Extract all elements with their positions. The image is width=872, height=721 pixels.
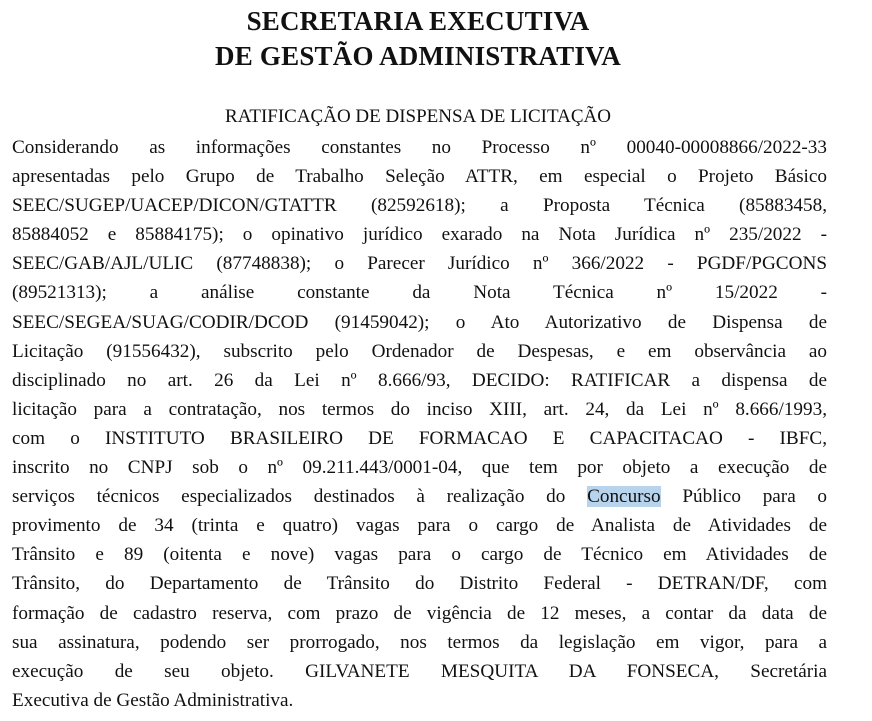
body-line-13 (12, 482, 827, 511)
body-line-5: SEEC/GAB/AJL/ULIC (87748838); o Parecer Jurídico nº 366/2022 - PGDF/PGCONS (12, 253, 827, 275)
body-line-7: SEEC/SEGEA/SUAG/CODIR/DCOD (91459042); o Ato Autorizativo de Dispensa de (12, 311, 827, 333)
body-line-2: apresentadas pelo Grupo de Trabalho Seleção ATTR, em especial o Projeto Básico (12, 166, 827, 188)
body-line-1: Considerando as informações constantes no Processo nº 00040-00008866/2022-33 (12, 137, 827, 158)
document-body (12, 133, 827, 715)
body-line-13-end: Público para o (682, 486, 828, 508)
body-line-12: inscrito no CNPJ sob o nº 09.211.443/0001-04, que tem por objeto a execução de (12, 457, 827, 479)
document-subtitle: RATIFICAÇÃO DE DISPENSA DE LICITAÇÃO (225, 106, 611, 127)
highlighted-word[interactable]: Concurso (587, 486, 661, 508)
body-line-9: disciplinado no art. 26 da Lei nº 8.666/93, DECIDO: RATIFICAR a dispensa de (12, 369, 827, 391)
body-line-8: Licitação (91556432), subscrito pelo Ordenador de Despesas, e em observância ao (12, 340, 827, 362)
body-line-20: Executiva de Gestão Administrativa. (12, 689, 294, 711)
body-line-15: Trânsito e 89 (oitenta e nove) vagas para o cargo de Técnico em Atividades de (12, 544, 827, 566)
body-line-17: formação de cadastro reserva, com prazo de vigência de 12 meses, a contar da data de (12, 602, 827, 624)
body-line-13-start: serviços técnicos especializados destinados à realização do (12, 486, 566, 508)
body-line-11: com o INSTITUTO BRASILEIRO DE FORMACAO E CAPACITACAO - IBFC, (12, 427, 827, 449)
body-line-4: 85884052 e 85884175); o opinativo jurídico exarado na Nota Jurídica nº 235/2022 - (12, 224, 827, 246)
body-line-6: (89521313); a análise constante da Nota Técnica nº 15/2022 - (12, 282, 827, 304)
body-line-14: provimento de 34 (trinta e quatro) vagas para o cargo de Analista de Atividades de (12, 515, 827, 537)
body-line-16: Trânsito, do Departamento de Trânsito do Distrito Federal - DETRAN/DF, com (12, 573, 827, 595)
header-line-1: SECRETARIA EXECUTIVA (246, 6, 590, 36)
header-line-2: DE GESTÃO ADMINISTRATIVA (215, 41, 621, 71)
body-line-18: sua assinatura, podendo ser prorrogado, nos termos da legislação em vigor, para a (12, 631, 827, 653)
body-line-3: SEEC/SUGEP/UACEP/DICON/GTATTR (82592618); a Proposta Técnica (85883458, (12, 195, 827, 217)
body-line-19: execução de seu objeto. GILVANETE MESQUITA DA FONSECA, Secretária (12, 660, 827, 682)
body-line-10: licitação para a contratação, nos termos do inciso XIII, art. 24, da Lei nº 8.666/1993, (12, 398, 827, 420)
